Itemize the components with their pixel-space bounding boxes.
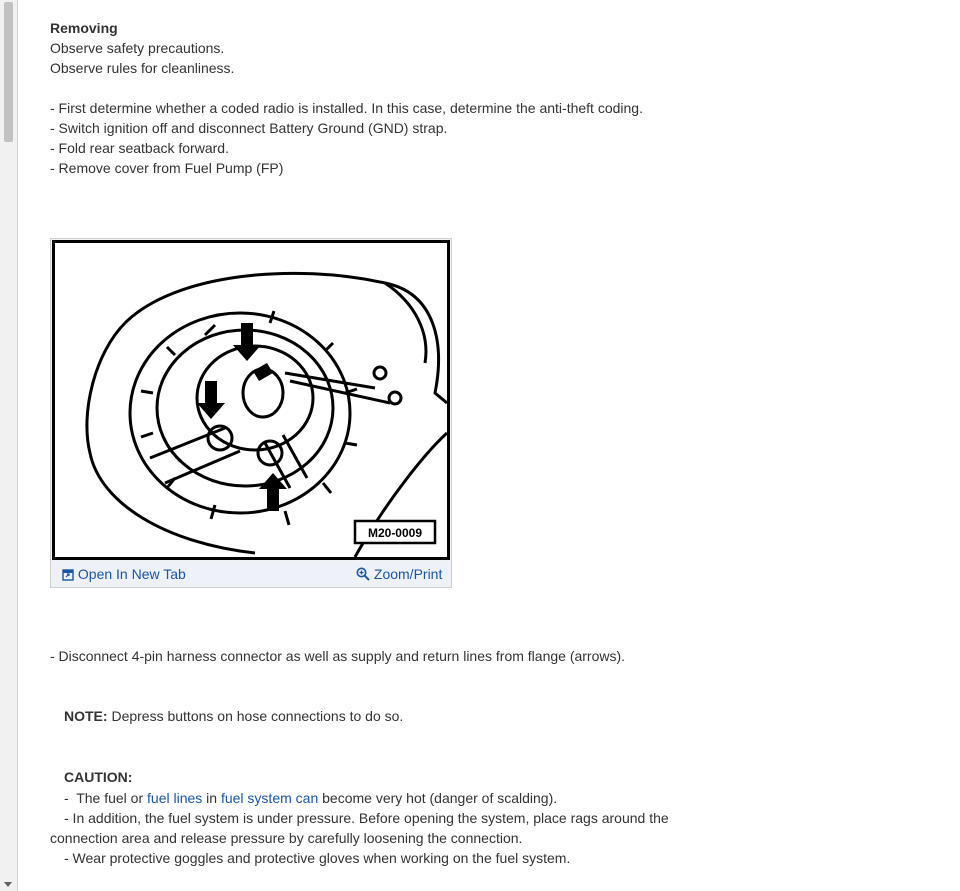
fuel-system-link[interactable]: fuel system can (220, 790, 319, 806)
fuel-pump-drawing (55, 243, 447, 557)
caution-line: connection area and release pressure by carefully loosening the connection. (50, 830, 523, 846)
intro-line: Observe rules for cleanliness. (50, 60, 235, 76)
open-in-new-tab-icon (62, 569, 74, 581)
note-text: Depress buttons on hose connections to do so. (107, 708, 404, 724)
caution-text: - The fuel or (64, 790, 148, 806)
step-item: - Fold rear seatback forward. (50, 140, 229, 156)
fuel-pump-illustration[interactable] (52, 240, 450, 560)
caution-line (64, 789, 557, 807)
caution-label: CAUTION: (64, 769, 133, 785)
open-in-new-tab-label: Open In New Tab (77, 566, 186, 582)
step-item: - Switch ignition off and disconnect Battery Ground (GND) strap. (50, 120, 448, 136)
caution-line: - Wear protective goggles and protective gloves when working on the fuel system. (64, 850, 571, 866)
caution-text: in (202, 790, 221, 806)
note-block (64, 707, 403, 725)
intro-line: Observe safety precautions. (50, 40, 225, 56)
figure-toolbar (51, 561, 451, 587)
section-heading: Removing (50, 20, 118, 36)
step-item: - Remove cover from Fuel Pump (FP) (50, 160, 284, 176)
vertical-scrollbar[interactable] (0, 0, 18, 891)
figure-code-label: M20-0009 (367, 526, 423, 540)
step-item: - Disconnect 4-pin harness connector as well as supply and return lines from flange (arrows). (50, 648, 626, 664)
note-label: NOTE: (64, 708, 108, 724)
scrollbar-thumb[interactable] (4, 2, 13, 142)
caution-line: - In addition, the fuel system is under pressure. Before opening the system, place rags around the (64, 810, 669, 826)
zoom-print-label: Zoom/Print (373, 566, 443, 582)
zoom-icon (356, 567, 370, 581)
fuel-lines-link[interactable]: fuel lines (147, 790, 203, 806)
caution-text: become very hot (danger of scalding). (318, 790, 558, 806)
scroll-down-arrow-icon[interactable] (4, 882, 12, 887)
open-in-new-tab-link[interactable] (62, 566, 186, 582)
figure-container (50, 238, 452, 588)
zoom-print-link[interactable] (356, 566, 442, 582)
step-item: - First determine whether a coded radio is installed. In this case, determine the anti-theft coding. (50, 100, 643, 116)
